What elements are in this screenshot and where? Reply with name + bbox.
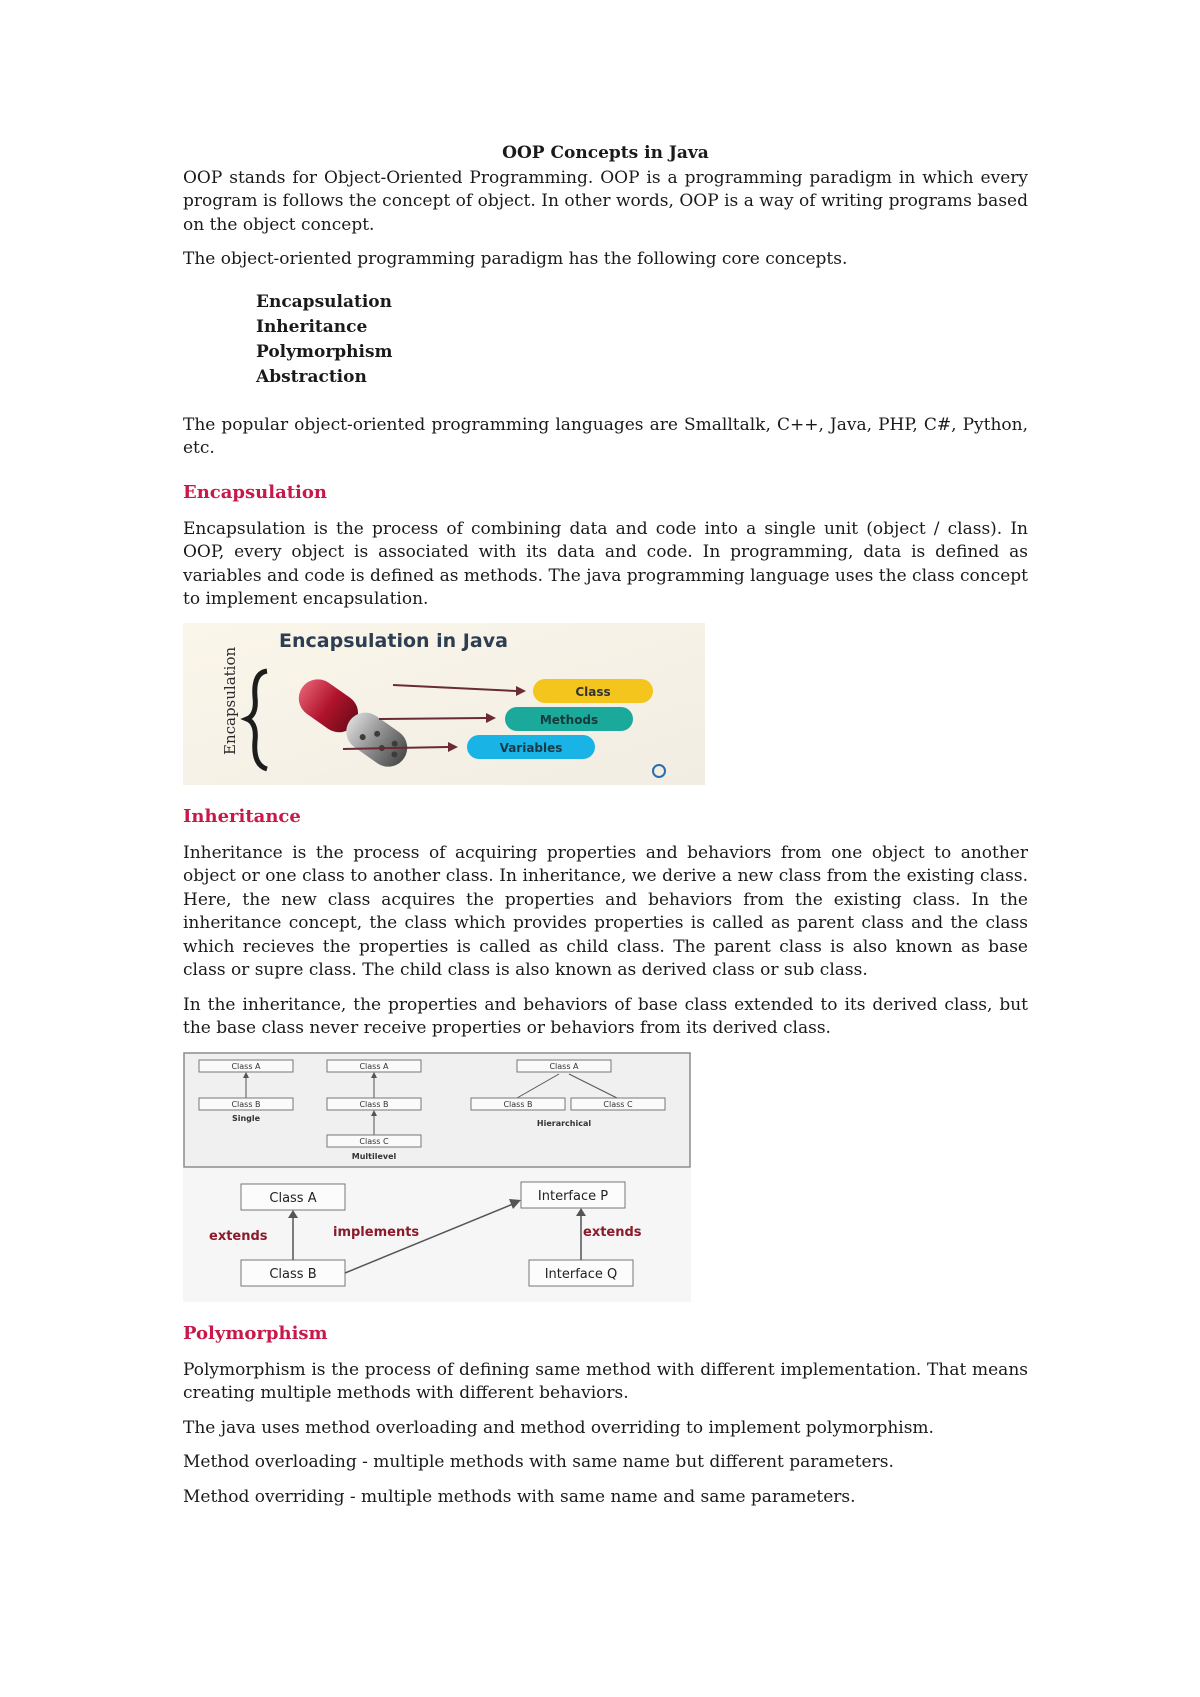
encapsulation-figure-title: Encapsulation in Java bbox=[279, 629, 508, 652]
implements-label: implements bbox=[333, 1224, 420, 1240]
hierarchical-class-b-label: Class B bbox=[503, 1099, 533, 1109]
extends-left-label: extends bbox=[209, 1228, 268, 1244]
encapsulation-heading: Encapsulation bbox=[183, 481, 327, 503]
concept-item: Abstraction bbox=[256, 366, 367, 387]
arrow-to-methods bbox=[379, 718, 486, 719]
intro-paragraph-3: The popular object-oriented programming languages are Smalltalk, C++, Java, PHP, C#, Python, etc. bbox=[183, 414, 1028, 458]
interface-q-label: Interface Q bbox=[544, 1266, 618, 1282]
concept-item: Encapsulation bbox=[256, 291, 392, 312]
hierarchical-label: Hierarchical bbox=[536, 1118, 592, 1128]
multilevel-label: Multilevel bbox=[351, 1151, 397, 1161]
polymorphism-paragraph-2: The java uses method overloading and method overriding to implement polymorphism. bbox=[183, 1417, 934, 1438]
hierarchical-class-c-label: Class C bbox=[603, 1099, 633, 1109]
class-pill-label: Class bbox=[575, 684, 611, 699]
single-label: Single bbox=[231, 1113, 261, 1123]
encapsulation-diagram bbox=[183, 623, 705, 785]
inheritance-heading: Inheritance bbox=[183, 805, 301, 827]
inheritance-paragraph-1: Inheritance is the process of acquiring properties and behaviors from one object to another object or one class to another class. In inheritance, we derive a new class from the existing class. Here, the new class acquires the properties and behaviors from the existing class. In the inheritance concept, the class which provides properties is called as parent class and the class which recieves the properties is called as child class. The parent class is also known as base class or supre class. The child class is also known as derived class or sub class. bbox=[183, 842, 1028, 980]
intro-paragraph-2: The object-oriented programming paradigm has the following core concepts. bbox=[183, 249, 848, 269]
class-b-label: Class B bbox=[269, 1266, 317, 1282]
intro-paragraph-1: OOP stands for Object-Oriented Programming. OOP is a programming paradigm in which every program is follows the concept of object. In other words, OOP is a way of writing programs based on the object concept. bbox=[183, 167, 1028, 235]
encapsulation-figure bbox=[183, 623, 1028, 785]
inheritance-paragraph-2: In the inheritance, the properties and behaviors of base class extended to its derived class, but the base class never receive properties or behaviors from its derived class. bbox=[183, 994, 1028, 1038]
multilevel-class-b-label: Class B bbox=[359, 1099, 389, 1109]
interface-diagram bbox=[183, 1168, 691, 1302]
concept-item: Inheritance bbox=[256, 316, 368, 337]
polymorphism-paragraph-3: Method overloading - multiple methods with same name but different parameters. bbox=[183, 1452, 894, 1472]
core-concepts-list bbox=[256, 290, 1028, 390]
polymorphism-paragraph-4: Method overriding - multiple methods with same name and same parameters. bbox=[183, 1486, 856, 1507]
single-class-a-label: Class A bbox=[231, 1061, 261, 1071]
inheritance-types-figure bbox=[183, 1052, 1028, 1168]
encapsulation-paragraph: Encapsulation is the process of combining data and code into a single unit (object / class). In OOP, every object is associated with its data and code. In programming, data is defined as variables and code is defined as methods. The java programming language uses the class concept to implement encapsulation. bbox=[183, 518, 1028, 609]
inheritance-types-diagram bbox=[183, 1052, 691, 1168]
methods-pill-label: Methods bbox=[539, 712, 599, 727]
polymorphism-paragraph-1: Polymorphism is the process of defining same method with different implementation. That means creating multiple methods with different behaviors. bbox=[183, 1359, 1028, 1403]
interface-p-label: Interface P bbox=[537, 1188, 609, 1204]
class-a-label: Class A bbox=[269, 1190, 317, 1206]
multilevel-class-a-label: Class A bbox=[359, 1061, 389, 1071]
single-class-b-label: Class B bbox=[231, 1099, 261, 1109]
variables-pill-label: Variables bbox=[499, 740, 563, 755]
concept-item: Polymorphism bbox=[256, 341, 393, 362]
interface-figure bbox=[183, 1168, 1028, 1302]
encapsulation-side-label: Encapsulation bbox=[221, 646, 239, 755]
hierarchical-class-a-label: Class A bbox=[549, 1061, 579, 1071]
document-page bbox=[183, 142, 1028, 1520]
polymorphism-heading: Polymorphism bbox=[183, 1322, 328, 1344]
extends-right-label: extends bbox=[583, 1224, 642, 1240]
document-title: OOP Concepts in Java bbox=[502, 143, 709, 163]
multilevel-class-c-label: Class C bbox=[359, 1136, 389, 1146]
